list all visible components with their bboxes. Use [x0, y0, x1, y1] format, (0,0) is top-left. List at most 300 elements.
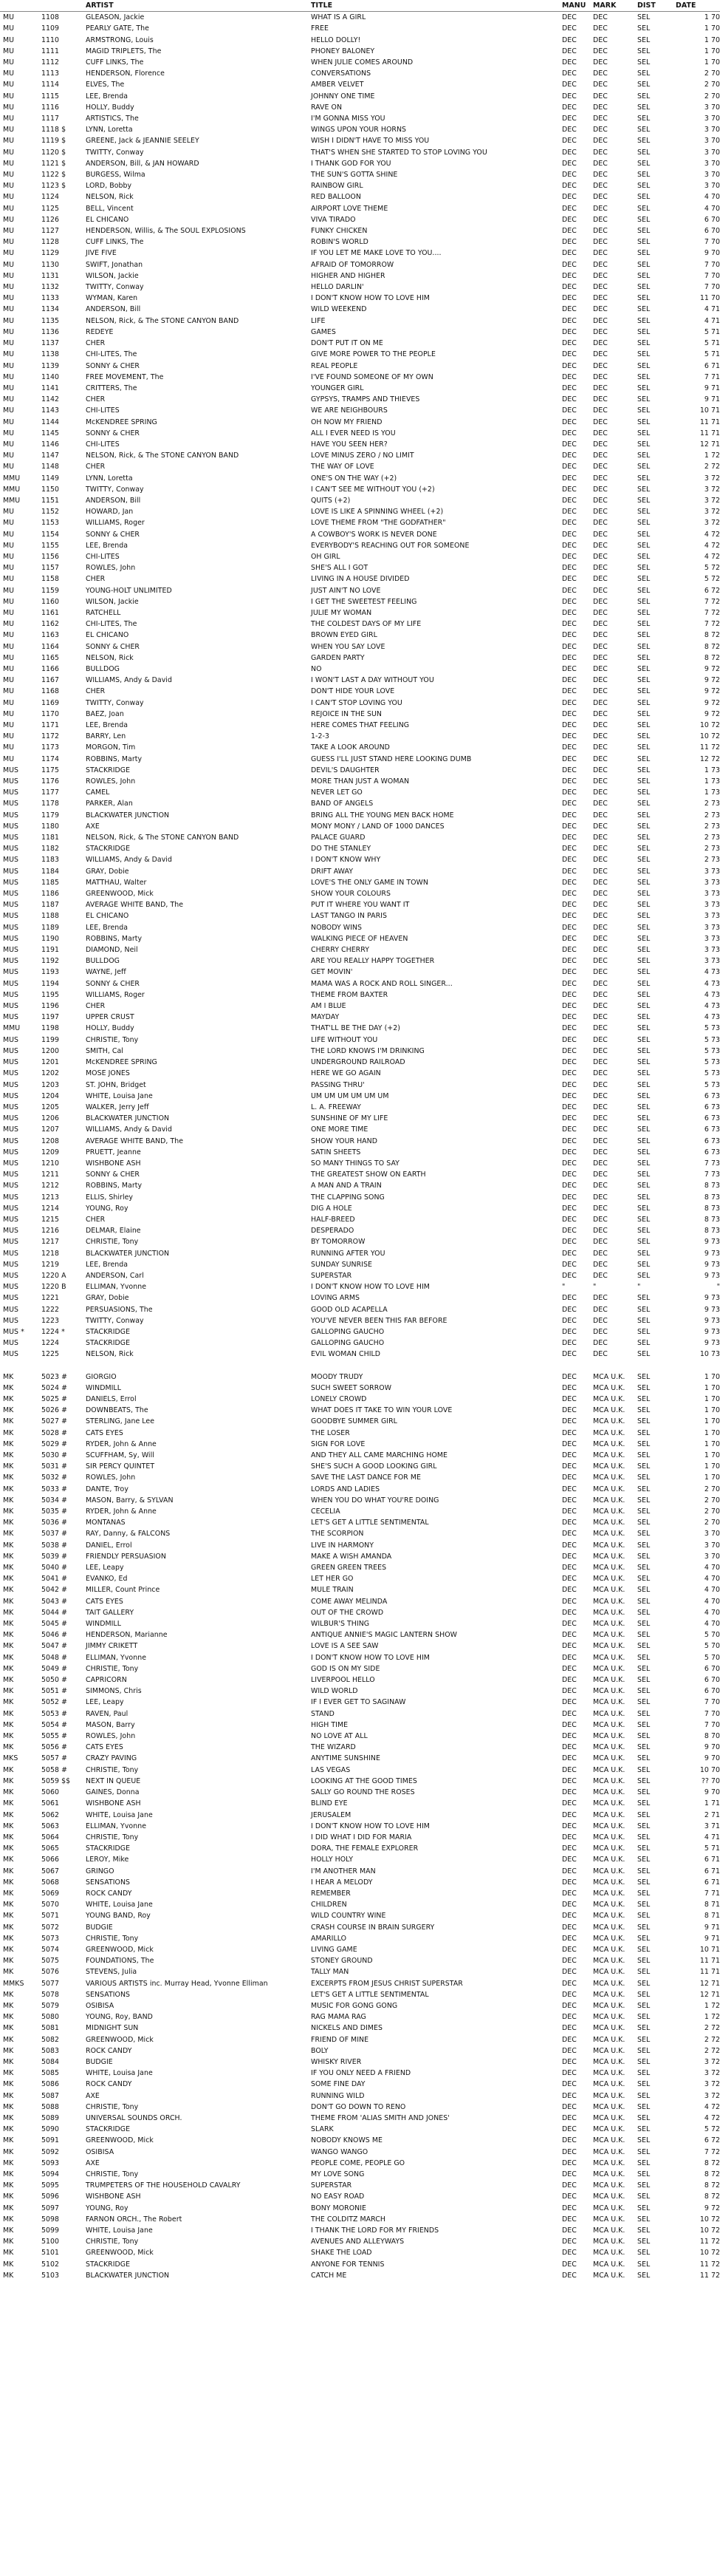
cell-artist: McKENDREE SPRING: [86, 418, 157, 426]
cell-manu: DEC: [562, 1114, 577, 1123]
cell-artist: WHITE, Louisa Jane: [86, 2069, 153, 2078]
cell-mark: DEC: [593, 834, 608, 842]
table-row: [0, 1787, 720, 1798]
cell-date: 4 72: [704, 2102, 720, 2111]
cell-date: 11 71: [699, 1957, 720, 1966]
cell-dist: SEL: [637, 35, 651, 44]
cell-label: MU: [3, 361, 15, 370]
cell-dist: SEL: [637, 2035, 651, 2044]
cell-manu: DEC: [562, 642, 577, 651]
cell-number: 1136: [41, 327, 60, 336]
cell-label: MK: [3, 2147, 14, 2156]
cell-title: SATIN SHEETS: [311, 1148, 361, 1156]
cell-manu: DEC: [562, 1653, 577, 1662]
cell-dist: SEL: [637, 1294, 651, 1303]
table-row: [0, 1944, 720, 1955]
cell-title: PUT IT WHERE YOU WANT IT: [311, 901, 410, 910]
cell-label: MU: [3, 687, 15, 696]
table-row: [0, 1360, 720, 1372]
cell-label: MK: [3, 2238, 14, 2246]
cell-date: 4 70: [704, 1597, 720, 1606]
cell-artist: AXE: [86, 2091, 100, 2100]
cell-number: 1224: [41, 1339, 60, 1348]
cell-title: THAT'LL BE THE DAY (+2): [311, 1024, 400, 1033]
cell-manu: DEC: [562, 204, 577, 213]
cell-artist: BURGESS, Wilma: [86, 171, 145, 180]
cell-mark: MCA U.K.: [593, 1507, 625, 1516]
cell-title: LIVERPOOL HELLO: [311, 1676, 375, 1685]
cell-label: MU: [3, 69, 15, 78]
cell-title: AIRPORT LOVE THEME: [311, 204, 388, 213]
table-row: [0, 1416, 720, 1427]
cell-title: IF YOU LET ME MAKE LOVE TO YOU....: [311, 249, 442, 258]
cell-title: JULIE MY WOMAN: [311, 608, 372, 617]
cell-artist: SONNY & CHER: [86, 1171, 140, 1179]
cell-artist: CHRISTIE, Tony: [86, 2170, 139, 2178]
cell-dist: SEL: [637, 1990, 651, 1999]
table-row: [0, 428, 720, 439]
header-dist: DIST: [634, 0, 673, 12]
table-row: [0, 1573, 720, 1584]
cell-dist: SEL: [637, 575, 651, 584]
cell-label: MK: [3, 1810, 14, 1819]
table-row: [0, 1439, 720, 1450]
cell-manu: DEC: [562, 2147, 577, 2156]
table-row: [0, 23, 720, 34]
cell-mark: DEC: [593, 979, 608, 988]
cell-date: 4 73: [704, 968, 720, 977]
cell-label: MK: [3, 2181, 14, 2190]
cell-manu: DEC: [562, 2057, 577, 2066]
cell-title: LONELY CROWD: [311, 1394, 367, 1403]
cell-title: A COWBOY'S WORK IS NEVER DONE: [311, 530, 437, 539]
cell-artist: CHRISTIE, Tony: [86, 1765, 139, 1774]
table-row: [0, 529, 720, 540]
cell-number: 1121 $: [41, 159, 66, 168]
cell-manu: DEC: [562, 1069, 577, 1078]
cell-title: LOVING ARMS: [311, 1294, 360, 1303]
cell-date: 7 70: [704, 283, 720, 292]
cell-mark: DEC: [593, 440, 608, 449]
table-row: [0, 439, 720, 450]
cell-number: 5079: [41, 2001, 60, 2010]
cell-label: MK: [3, 2125, 14, 2134]
cell-manu: DEC: [562, 24, 577, 33]
cell-date: 5 70: [704, 1631, 720, 1640]
cell-title: EXCERPTS FROM JESUS CHRIST SUPERSTAR: [311, 1979, 463, 1988]
table-row: [0, 1046, 720, 1057]
cell-mark: DEC: [593, 1249, 608, 1258]
cell-number: 1218: [41, 1249, 60, 1258]
cell-title: JERUSALEM: [311, 1810, 352, 1819]
table-row: [0, 1618, 720, 1629]
cell-manu: DEC: [562, 1372, 577, 1381]
cell-dist: SEL: [637, 327, 651, 336]
cell-number: 5082: [41, 2035, 60, 2044]
cell-artist: CHI-LITES: [86, 406, 120, 415]
cell-artist: LEE, Leapy: [86, 1564, 124, 1572]
cell-mark: DEC: [593, 890, 608, 899]
cell-label: MUS: [3, 1271, 19, 1280]
cell-dist: SEL: [637, 1238, 651, 1247]
cell-artist: STACKRIDGE: [86, 845, 131, 853]
cell-title: GYPSYS, TRAMPS AND THIEVES: [311, 395, 420, 404]
cell-title: GOD IS ON MY SIDE: [311, 1664, 380, 1673]
cell-label: MK: [3, 1439, 14, 1448]
cell-label: MK: [3, 1901, 14, 1909]
cell-mark: DEC: [593, 1227, 608, 1236]
cell-title: AMBER VELVET: [311, 81, 364, 89]
cell-title: HERE COMES THAT FEELING: [311, 721, 410, 729]
cell-title: SHE'S SUCH A GOOD LOOKING GIRL: [311, 1462, 437, 1471]
cell-label: MK: [3, 2113, 14, 2122]
cell-title: RAG MAMA RAG: [311, 2013, 366, 2022]
cell-date: 11 72: [699, 743, 720, 752]
cell-artist: AVERAGE WHITE BAND, The: [86, 1137, 184, 1145]
table-row: [0, 1821, 720, 1832]
cell-date: 1 70: [704, 1372, 720, 1381]
cell-number: 1154: [41, 530, 60, 539]
cell-title: ANYTIME SUNSHINE: [311, 1754, 380, 1763]
cell-date: 9 71: [704, 1934, 720, 1943]
cell-label: MUS: [3, 957, 19, 966]
cell-dist: SEL: [637, 1204, 651, 1213]
cell-manu: DEC: [562, 2125, 577, 2134]
cell-title: WILD COUNTRY WINE: [311, 1912, 386, 1921]
cell-mark: MCA U.K.: [593, 1485, 625, 1493]
cell-date: 1 70: [704, 1428, 720, 1437]
cell-mark: DEC: [593, 24, 608, 33]
table-row: [0, 2203, 720, 2214]
cell-artist: SONNY & CHER: [86, 642, 140, 651]
table-row: [0, 1528, 720, 1539]
cell-mark: DEC: [593, 58, 608, 67]
cell-artist: TWITTY, Conway: [86, 283, 144, 292]
cell-number: 1157: [41, 564, 60, 573]
cell-number: 1179: [41, 811, 60, 820]
cell-number: 5085: [41, 2069, 60, 2078]
table-row: [0, 1450, 720, 1461]
table-row: [0, 1652, 720, 1663]
cell-date: 4 70: [704, 204, 720, 213]
cell-manu: DEC: [562, 1642, 577, 1651]
cell-mark: DEC: [593, 687, 608, 696]
cell-dist: SEL: [637, 1923, 651, 1932]
cell-date: 3 72: [704, 2091, 720, 2100]
cell-number: 5091: [41, 2136, 60, 2145]
cell-label: MK: [3, 1428, 14, 1437]
cell-manu: DEC: [562, 1867, 577, 1875]
cell-date: 8 71: [704, 1901, 720, 1909]
cell-manu: DEC: [562, 766, 577, 774]
cell-mark: MCA U.K.: [593, 1957, 625, 1966]
cell-mark: DEC: [593, 463, 608, 471]
cell-artist: NELSON, Rick, & The STONE CANYON BAND: [86, 316, 239, 325]
cell-manu: DEC: [562, 1552, 577, 1561]
cell-title: PALACE GUARD: [311, 834, 366, 842]
cell-date: 5 71: [704, 1844, 720, 1853]
cell-artist: LEE, Leapy: [86, 1698, 124, 1707]
cell-date: 8 72: [704, 2181, 720, 2190]
cell-manu: DEC: [562, 1990, 577, 1999]
cell-mark: DEC: [593, 1350, 608, 1359]
table-row: [0, 461, 720, 472]
cell-date: 6 71: [704, 1867, 720, 1875]
cell-date: 5 71: [704, 339, 720, 348]
cell-title: LOOKING AT THE GOOD TIMES: [311, 1776, 417, 1785]
cell-mark: DEC: [593, 620, 608, 629]
table-row: [0, 259, 720, 270]
cell-number: 1202: [41, 1069, 60, 1078]
cell-manu: DEC: [562, 1451, 577, 1459]
cell-date: 5 71: [704, 350, 720, 359]
cell-label: MU: [3, 148, 15, 157]
cell-number: 1139: [41, 361, 60, 370]
cell-title: DO THE STANLEY: [311, 845, 371, 853]
cell-title: SALLY GO ROUND THE ROSES: [311, 1788, 415, 1797]
catalog-rows: [0, 12, 720, 2281]
cell-title: FREE: [311, 24, 329, 33]
cell-manu: DEC: [562, 193, 577, 202]
cell-mark: MCA U.K.: [593, 2013, 625, 2022]
cell-artist: ROBBINS, Marty: [86, 754, 143, 763]
cell-manu: DEC: [562, 968, 577, 977]
cell-date: 9 73: [704, 1294, 720, 1303]
cell-artist: ARTISTICS, The: [86, 115, 139, 123]
cell-number: 1181: [41, 834, 60, 842]
cell-label: MK: [3, 1417, 14, 1426]
cell-date: 8 72: [704, 2170, 720, 2178]
cell-dist: SEL: [637, 361, 651, 370]
table-row: [0, 1843, 720, 1854]
cell-label: MU: [3, 24, 15, 33]
cell-title: WE ARE NEIGHBOURS: [311, 406, 388, 415]
cell-artist: ST. JOHN, Bridget: [86, 1080, 146, 1089]
cell-dist: SEL: [637, 1889, 651, 1898]
cell-dist: SEL: [637, 1968, 651, 1977]
cell-title: MORE THAN JUST A WOMAN: [311, 777, 410, 786]
cell-artist: EVANKO, Ed: [86, 1575, 128, 1584]
cell-mark: MCA U.K.: [593, 1889, 625, 1898]
cell-dist: SEL: [637, 1631, 651, 1640]
cell-manu: DEC: [562, 653, 577, 662]
table-row: [0, 1203, 720, 1214]
cell-number: 5080: [41, 2013, 60, 2022]
cell-manu: DEC: [562, 1923, 577, 1932]
cell-title: ONE'S ON THE WAY (+2): [311, 474, 397, 483]
cell-artist: SMITH, Cal: [86, 1046, 123, 1055]
cell-dist: SEL: [637, 1171, 651, 1179]
cell-title: REMEMBER: [311, 1889, 351, 1898]
cell-dist: SEL: [637, 148, 651, 157]
table-row: [0, 135, 720, 146]
cell-mark: DEC: [593, 508, 608, 517]
cell-date: 11 71: [699, 429, 720, 437]
cell-date: 6 70: [704, 227, 720, 236]
cell-number: 5029 #: [41, 1439, 67, 1448]
cell-mark: MCA U.K.: [593, 1451, 625, 1459]
cell-number: 5072: [41, 1923, 60, 1932]
cell-manu: DEC: [562, 1968, 577, 1977]
cell-label: MK: [3, 2013, 14, 2022]
cell-mark: DEC: [593, 653, 608, 662]
cell-artist: ROWLES, John: [86, 777, 136, 786]
cell-mark: MCA U.K.: [593, 2170, 625, 2178]
cell-date: 3 73: [704, 901, 720, 910]
cell-dist: SEL: [637, 934, 651, 943]
cell-dist: SEL: [637, 193, 651, 202]
cell-manu: DEC: [562, 452, 577, 460]
cell-artist: AXE: [86, 822, 100, 831]
table-row: [0, 517, 720, 528]
cell-artist: CHER: [86, 1002, 106, 1011]
cell-manu: DEC: [562, 2192, 577, 2201]
cell-date: 11 71: [699, 1968, 720, 1977]
cell-manu: DEC: [562, 429, 577, 437]
table-row: [0, 888, 720, 899]
cell-title: BAND OF ANGELS: [311, 800, 374, 808]
cell-number: 1120 $: [41, 148, 66, 157]
cell-manu: DEC: [562, 1676, 577, 1685]
cell-label: MK: [3, 1968, 14, 1977]
cell-title: LOVE IS LIKE A SPINNING WHEEL (+2): [311, 508, 444, 517]
table-row: [0, 1192, 720, 1203]
cell-date: 4 71: [704, 1833, 720, 1841]
cell-dist: SEL: [637, 1002, 651, 1011]
cell-dist: SEL: [637, 1822, 651, 1830]
table-row: [0, 1989, 720, 2000]
cell-manu: DEC: [562, 1350, 577, 1359]
cell-number: 1225: [41, 1350, 60, 1359]
cell-date: 1 70: [704, 47, 720, 55]
cell-title: ROBIN'S WORLD: [311, 238, 368, 247]
cell-number: 5042 #: [41, 1586, 67, 1595]
cell-date: 5 73: [704, 1069, 720, 1078]
cell-date: 5 73: [704, 1035, 720, 1044]
cell-date: 1 70: [704, 1417, 720, 1426]
cell-artist: CUFF LINKS, The: [86, 238, 144, 247]
table-row: [0, 731, 720, 742]
cell-label: MUS: [3, 777, 19, 786]
cell-manu: DEC: [562, 260, 577, 269]
cell-number: 1118 $: [41, 126, 66, 134]
cell-artist: GRAY, Dobie: [86, 1294, 129, 1303]
cell-label: MK: [3, 1776, 14, 1785]
cell-date: 10 72: [699, 2215, 720, 2224]
cell-dist: SEL: [637, 1069, 651, 1078]
cell-date: 3 70: [704, 159, 720, 168]
cell-artist: LYNN, Loretta: [86, 474, 133, 483]
cell-artist: FRIENDLY PERSUASION: [86, 1552, 166, 1561]
cell-label: MUS: [3, 934, 19, 943]
cell-date: 3 72: [704, 519, 720, 528]
cell-date: 4 70: [704, 1620, 720, 1629]
cell-label: MUS: [3, 1091, 19, 1100]
table-row: [0, 1888, 720, 1899]
cell-manu: DEC: [562, 1148, 577, 1156]
cell-date: 9 72: [704, 709, 720, 718]
cell-manu: DEC: [562, 800, 577, 808]
cell-manu: DEC: [562, 1720, 577, 1729]
cell-manu: DEC: [562, 721, 577, 729]
cell-dist: SEL: [637, 2080, 651, 2089]
table-row: [0, 2247, 720, 2258]
cell-dist: SEL: [637, 1103, 651, 1111]
cell-title: THE CLAPPING SONG: [311, 1193, 385, 1202]
cell-artist: ELLIMAN, Yvonne: [86, 1653, 147, 1662]
cell-mark: DEC: [593, 878, 608, 887]
cell-date: 3 71: [704, 1822, 720, 1830]
cell-label: MU: [3, 564, 15, 573]
cell-date: 1 70: [704, 1451, 720, 1459]
table-row: [0, 124, 720, 135]
cell-date: 6 70: [704, 215, 720, 224]
cell-dist: SEL: [637, 2147, 651, 2156]
cell-title: I GET THE SWEETEST FEELING: [311, 597, 417, 606]
cell-label: MU: [3, 215, 15, 224]
cell-manu: DEC: [562, 2046, 577, 2055]
cell-mark: MCA U.K.: [593, 2136, 625, 2145]
cell-number: 1203: [41, 1080, 60, 1089]
cell-date: 3 73: [704, 946, 720, 955]
cell-number: 5028 #: [41, 1428, 67, 1437]
cell-mark: MCA U.K.: [593, 1608, 625, 1617]
cell-label: MK: [3, 1564, 14, 1572]
cell-artist: YOUNG, Roy, BAND: [86, 2013, 153, 2022]
cell-artist: WILLIAMS, Roger: [86, 990, 145, 999]
cell-manu: DEC: [562, 1934, 577, 1943]
cell-title: WILD WEEKEND: [311, 305, 367, 314]
cell-artist: GREENWOOD, Mick: [86, 2249, 154, 2258]
cell-dist: SEL: [637, 305, 651, 314]
cell-date: 8 70: [704, 1732, 720, 1741]
cell-number: 1215: [41, 1215, 60, 1224]
cell-date: 6 71: [704, 1856, 720, 1864]
cell-label: MUS: [3, 822, 19, 831]
cell-date: 3 73: [704, 912, 720, 921]
cell-mark: DEC: [593, 115, 608, 123]
cell-number: 1177: [41, 788, 60, 797]
cell-manu: DEC: [562, 2102, 577, 2111]
cell-number: 1214: [41, 1204, 60, 1213]
cell-label: MMU: [3, 1024, 21, 1033]
cell-number: 1122 $: [41, 171, 66, 180]
cell-number: 1162: [41, 620, 60, 629]
cell-number: 1111: [41, 47, 60, 55]
table-row: [0, 1663, 720, 1674]
cell-mark: MCA U.K.: [593, 1586, 625, 1595]
cell-number: 5068: [41, 1878, 60, 1887]
cell-dist: SEL: [637, 1732, 651, 1741]
cell-dist: SEL: [637, 1833, 651, 1841]
table-row: [0, 1292, 720, 1304]
cell-artist: CHRISTIE, Tony: [86, 2238, 139, 2246]
cell-date: 3 70: [704, 115, 720, 123]
table-row: [0, 1472, 720, 1483]
table-row: [0, 1765, 720, 1776]
cell-mark: MCA U.K.: [593, 2113, 625, 2122]
cell-title: NOBODY WINS: [311, 923, 362, 932]
cell-mark: DEC: [593, 530, 608, 539]
cell-mark: MCA U.K.: [593, 1867, 625, 1875]
cell-label: MK: [3, 1912, 14, 1921]
cell-dist: SEL: [637, 979, 651, 988]
cell-title: NO: [311, 664, 322, 673]
cell-title: SHOW YOUR HAND: [311, 1137, 377, 1145]
cell-artist: MAGID TRIPLETS, The: [86, 47, 162, 55]
cell-title: HAVE YOU SEEN HER?: [311, 440, 388, 449]
cell-manu: DEC: [562, 934, 577, 943]
